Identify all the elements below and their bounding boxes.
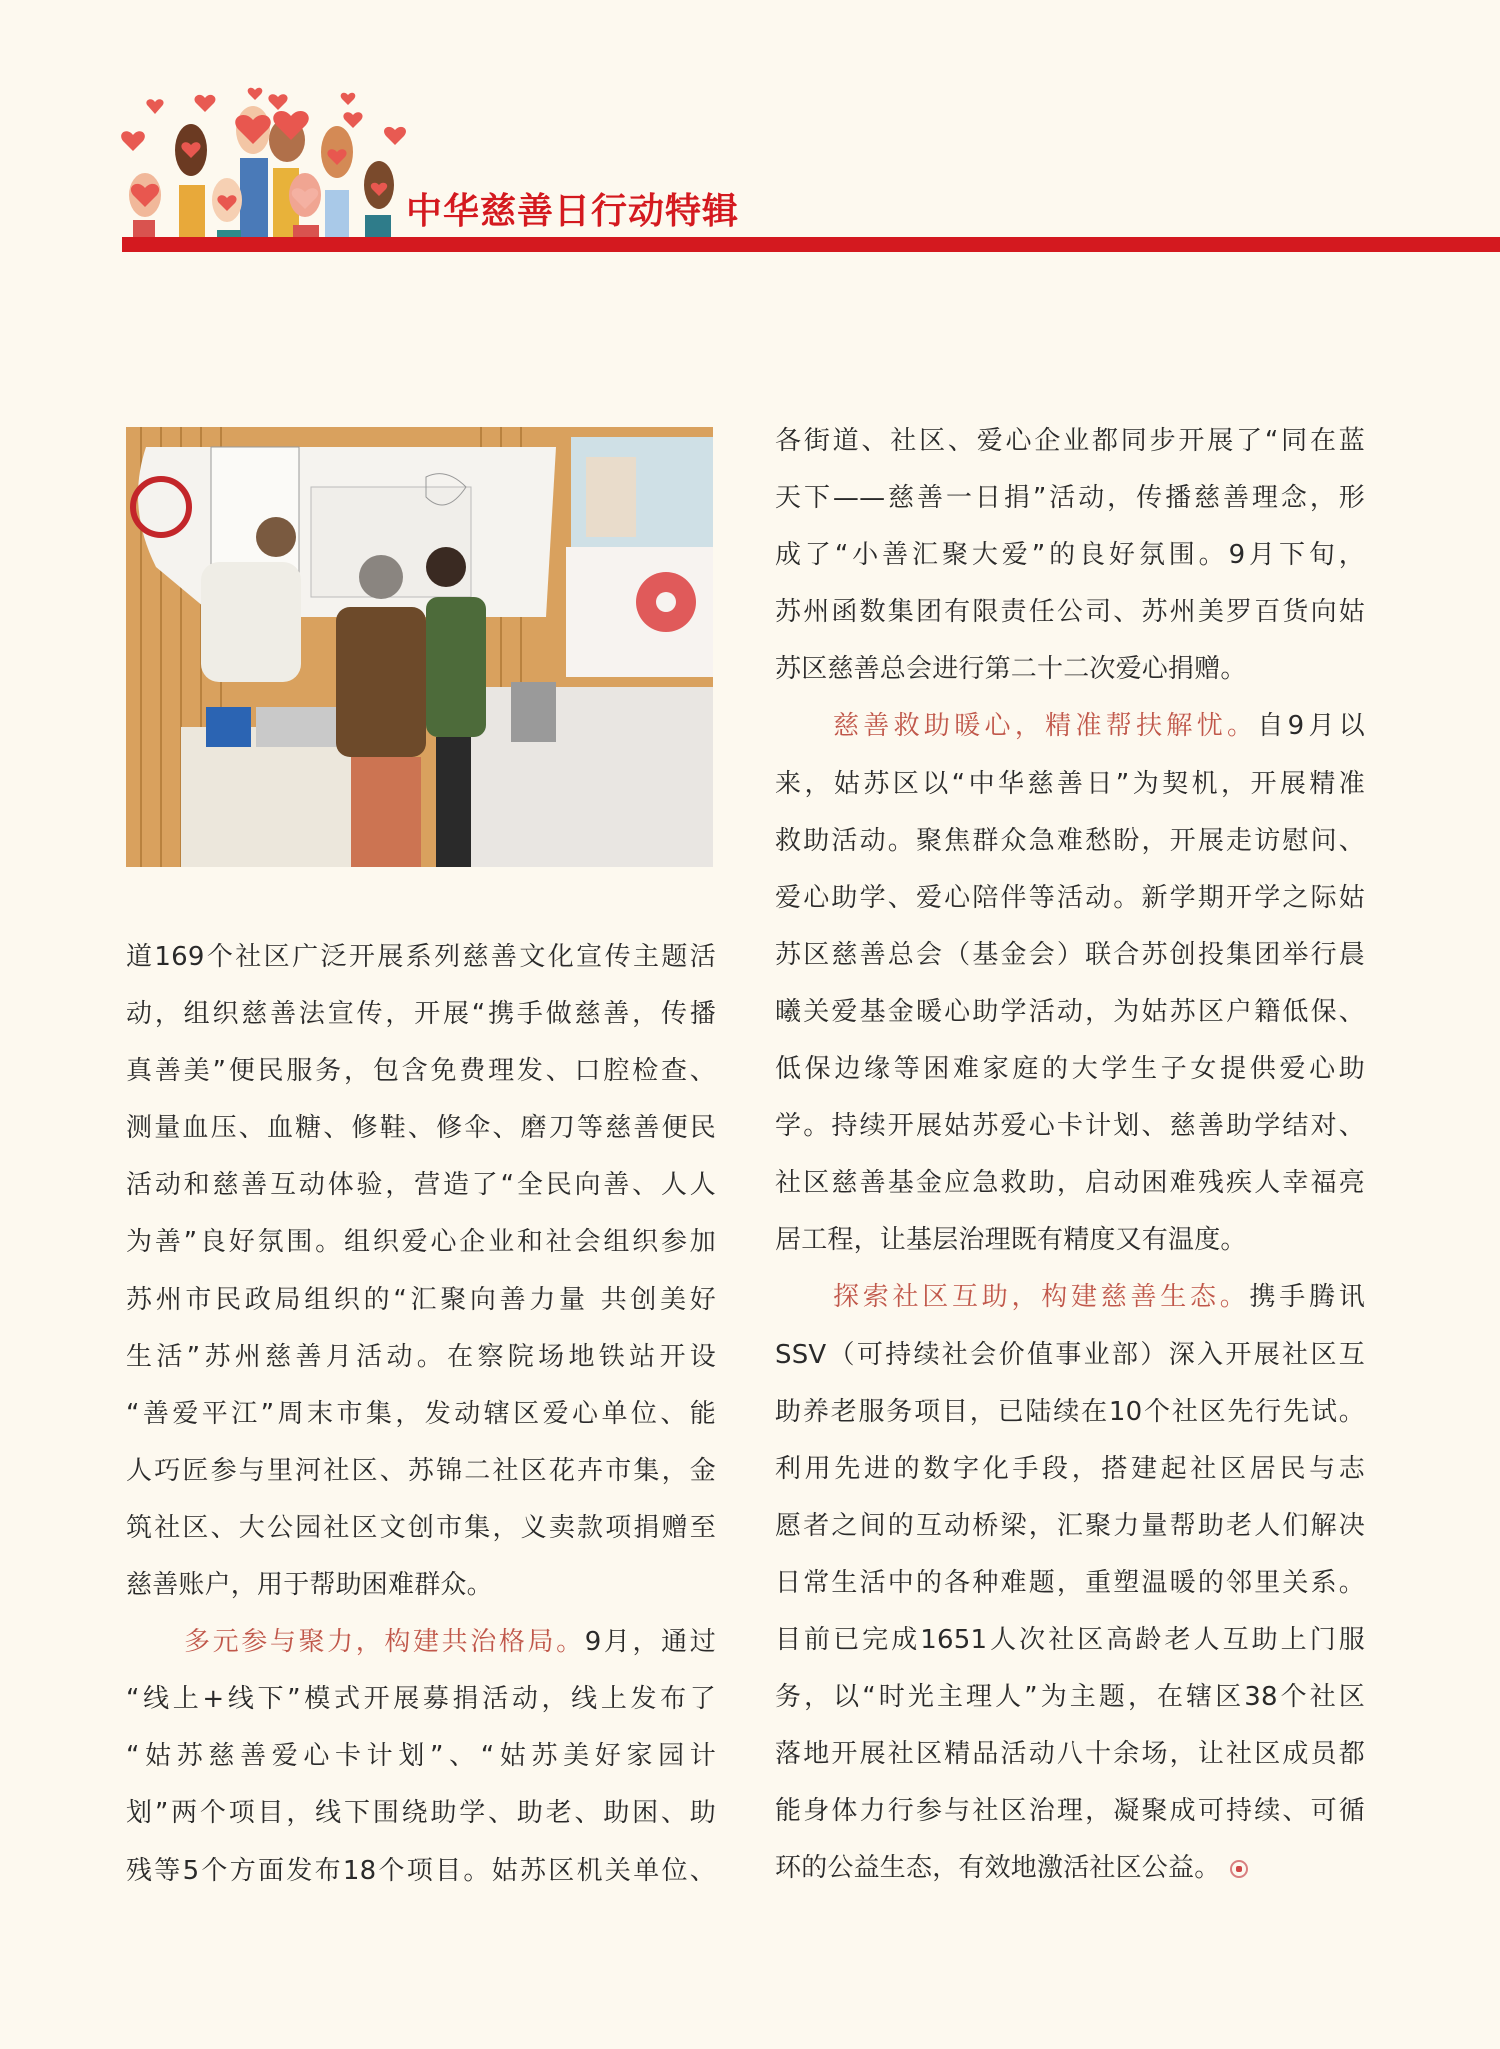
text-line: 来，姑苏区以“中华慈善日”为契机，开展精准 (775, 768, 1365, 799)
paragraph-lead-line (775, 1269, 1365, 1326)
text-line: 真善美”便民服务，包含免费理发、口腔检查、 (126, 1056, 716, 1087)
text-line: 学。持续开展姑苏爱心卡计划、慈善助学结对、 (775, 1111, 1365, 1142)
text-line: 务，以“时光主理人”为主题，在辖区38个社区 (775, 1682, 1365, 1713)
seal-end-mark-icon (1230, 1860, 1248, 1878)
subheading: 探索社区互助，构建慈善生态。 (833, 1282, 1250, 1313)
text-line: 活动和慈善互动体验，营造了“全民向善、人人 (126, 1170, 716, 1201)
text-line: 能身体力行参与社区治理，凝聚成可持续、可循 (775, 1796, 1365, 1827)
section-title: 中华慈善日行动特辑 (406, 191, 740, 232)
text-line: 助养老服务项目，已陆续在10个社区先行先试。 (775, 1396, 1365, 1427)
text-line: 爱心助学、爱心陪伴等活动。新学期开学之际姑 (775, 882, 1365, 913)
text-line: 落地开展社区精品活动八十余场，让社区成员都 (775, 1739, 1365, 1770)
paragraph-lead-line (775, 698, 1365, 755)
text-fragment: 自9月以 (1257, 711, 1365, 742)
subheading: 多元参与聚力，构建共治格局。 (184, 1627, 585, 1658)
text-line: 曦关爱基金暖心助学活动，为姑苏区户籍低保、 (775, 996, 1365, 1027)
text-line: 生活”苏州慈善月活动。在察院场地铁站开设 (126, 1341, 716, 1372)
paragraph-lead-line (126, 1614, 716, 1671)
text-line: “线上+线下”模式开展募捐活动，线上发布了 (126, 1684, 716, 1715)
text-line: 测量血压、血糖、修鞋、修伞、磨刀等慈善便民 (126, 1113, 716, 1144)
text-line: 苏区慈善总会（基金会）联合苏创投集团举行晨 (775, 939, 1365, 970)
event-photo (126, 427, 713, 867)
text-line: 目前已完成1651人次社区高龄老人互助上门服 (775, 1624, 1365, 1655)
right-column (775, 413, 1365, 1897)
text-line: 愿者之间的互动桥梁，汇聚力量帮助老人们解决 (775, 1510, 1365, 1541)
text-line: “姑苏慈善爱心卡计划”、“姑苏美好家园计 (126, 1741, 716, 1772)
raised-hands-hearts-icon (115, 80, 415, 252)
text-line: 居工程，让基层治理既有精度又有温度。 (775, 1225, 1247, 1256)
text-fragment: 携手腾讯 (1249, 1282, 1365, 1313)
final-text-line (775, 1840, 1365, 1897)
text-line: 道169个社区广泛开展系列慈善文化宣传主题活 (126, 942, 716, 972)
text-line: 为善”良好氛围。组织爱心企业和社会组织参加 (126, 1227, 716, 1258)
text-line: 人巧匠参与里河社区、苏锦二社区花卉市集，金 (126, 1455, 716, 1486)
text-line: 天下——慈善一日捐”活动，传播慈善理念，形 (775, 483, 1365, 514)
text-line: 利用先进的数字化手段，搭建起社区居民与志 (775, 1453, 1365, 1484)
text-line: “善爱平江”周末市集，发动辖区爱心单位、能 (126, 1398, 716, 1429)
community-booth-photo-icon (126, 427, 713, 867)
text-fragment: 环的公益生态，有效地激活社区公益。 (775, 1853, 1221, 1884)
subheading: 慈善救助暖心，精准帮扶解忧。 (833, 711, 1258, 742)
text-line: 成了“小善汇聚大爱”的良好氛围。9月下旬， (775, 540, 1365, 571)
text-line: 划”两个项目，线下围绕助学、助老、助困、助 (126, 1798, 716, 1829)
text-fragment: 9月，通过 (584, 1627, 716, 1658)
text-line: 低保边缘等困难家庭的大学生子女提供爱心助 (775, 1054, 1365, 1085)
text-line: 苏州函数集团有限责任公司、苏州美罗百货向姑 (775, 597, 1365, 628)
text-line: 社区慈善基金应急救助，启动困难残疾人幸福亮 (775, 1168, 1365, 1199)
header-red-bar (122, 237, 1500, 252)
text-line: 苏州市民政局组织的“汇聚向善力量 共创美好 (126, 1284, 716, 1315)
text-line: 残等5个方面发布18个项目。姑苏区机关单位、 (126, 1855, 716, 1886)
section-header (0, 0, 1500, 270)
text-line: SSV（可持续社会价值事业部）深入开展社区互 (775, 1339, 1365, 1370)
text-line: 救助活动。聚焦群众急难愁盼，开展走访慰问、 (775, 825, 1365, 856)
text-line: 慈善账户，用于帮助困难群众。 (126, 1570, 493, 1601)
text-line: 动，组织慈善法宣传，开展“携手做慈善，传播 (126, 999, 716, 1030)
text-line: 筑社区、大公园社区文创市集，义卖款项捐赠至 (126, 1512, 716, 1543)
text-line: 日常生活中的各种难题，重塑温暖的邻里关系。 (775, 1567, 1365, 1598)
left-column (126, 929, 716, 1900)
text-line: 各街道、社区、爱心企业都同步开展了“同在蓝 (775, 426, 1365, 456)
text-line: 苏区慈善总会进行第二十二次爱心捐赠。 (775, 654, 1247, 685)
